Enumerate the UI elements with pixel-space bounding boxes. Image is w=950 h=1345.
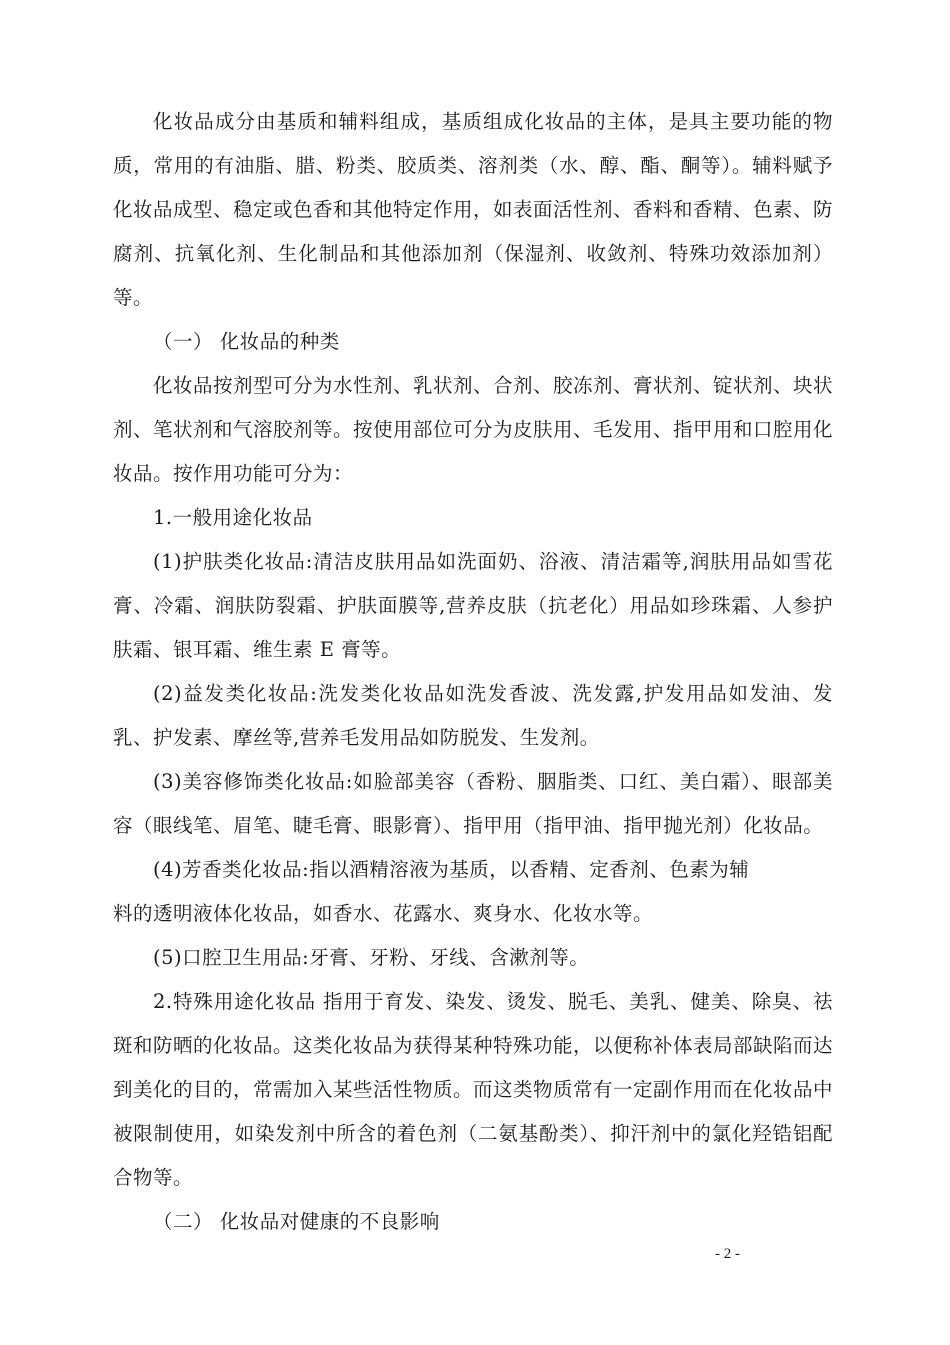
item-skin-care: (1)护肤类化妆品:清洁皮肤用品如洗面奶、浴液、清洁霜等,润肤用品如雪花膏、冷霜、润肤防裂霜、护肤面膜等,营养皮肤（抗老化）用品如珍珠霜、人参护肤霜、银耳霜、维生素 E 膏等。 — [113, 550, 833, 661]
item-makeup: (3)美容修饰类化妆品:如脸部美容（香粉、胭脂类、口红、美白霜）、眼部美容（眼线笔、眉笔、睫毛膏、眼影膏）、指甲用（指甲油、指甲抛光剂）化妆品。 — [113, 770, 833, 837]
document-body — [113, 100, 833, 1244]
item-fragrance-line1: (4)芳香类化妆品:指以酒精溶液为基质，以香精、定香剂、色素为辅 — [153, 858, 750, 881]
item-fragrance-line2: 料的透明液体化妆品，如香水、花露水、爽身水、化妆水等。 — [113, 902, 654, 925]
section-heading-health-effects: （二） 化妆品对健康的不良影响 — [153, 1210, 440, 1233]
paragraph-composition: 化妆品成分由基质和辅料组成，基质组成化妆品的主体，是具主要功能的物质，常用的有油脂、腊、粉类、胶质类、溶剂类（水、醇、酯、酮等）。辅料赋予化妆品成型、稳定或色香和其他特定作用，如表面活性剂、香料和香精、色素、防腐剂、抗氧化剂、生化制品和其他添加剂（保湿剂、收敛剂、特殊功效添加剂）等。 — [113, 110, 834, 309]
section-heading-types: （一） 化妆品的种类 — [153, 330, 340, 353]
item-oral-care: (5)口腔卫生用品:牙膏、牙粉、牙线、含漱剂等。 — [153, 946, 590, 969]
page-number: - 2 - — [715, 1246, 740, 1262]
paragraph-classification: 化妆品按剂型可分为水性剂、乳状剂、合剂、胶冻剂、膏状剂、锭状剂、块状剂、笔状剂和气溶胶剂等。按使用部位可分为皮肤用、毛发用、指甲用和口腔用化妆品。按作用功能可分为： — [113, 374, 834, 485]
subheading-special-use: 2.特殊用途化妆品 指用于育发、染发、烫发、脱毛、美乳、健美、除臭、祛斑和防晒的化妆品。这类化妆品为获得某种特殊功能，以便称补体表局部缺陷而达到美化的目的，常需加入某些活性物质。而这类物质常有一定副作用而在化妆品中被限制使用，如染发剂中所含的着色剂（二氨基酚类）、抑汗剂中的氯化羟锆铝配合物等。 — [113, 990, 834, 1189]
subheading-general-use: 1.一般用途化妆品 — [153, 506, 313, 529]
item-hair-care: (2)益发类化妆品:洗发类化妆品如洗发香波、洗发露,护发用品如发油、发乳、护发素、摩丝等,营养毛发用品如防脱发、生发剂。 — [113, 682, 833, 749]
